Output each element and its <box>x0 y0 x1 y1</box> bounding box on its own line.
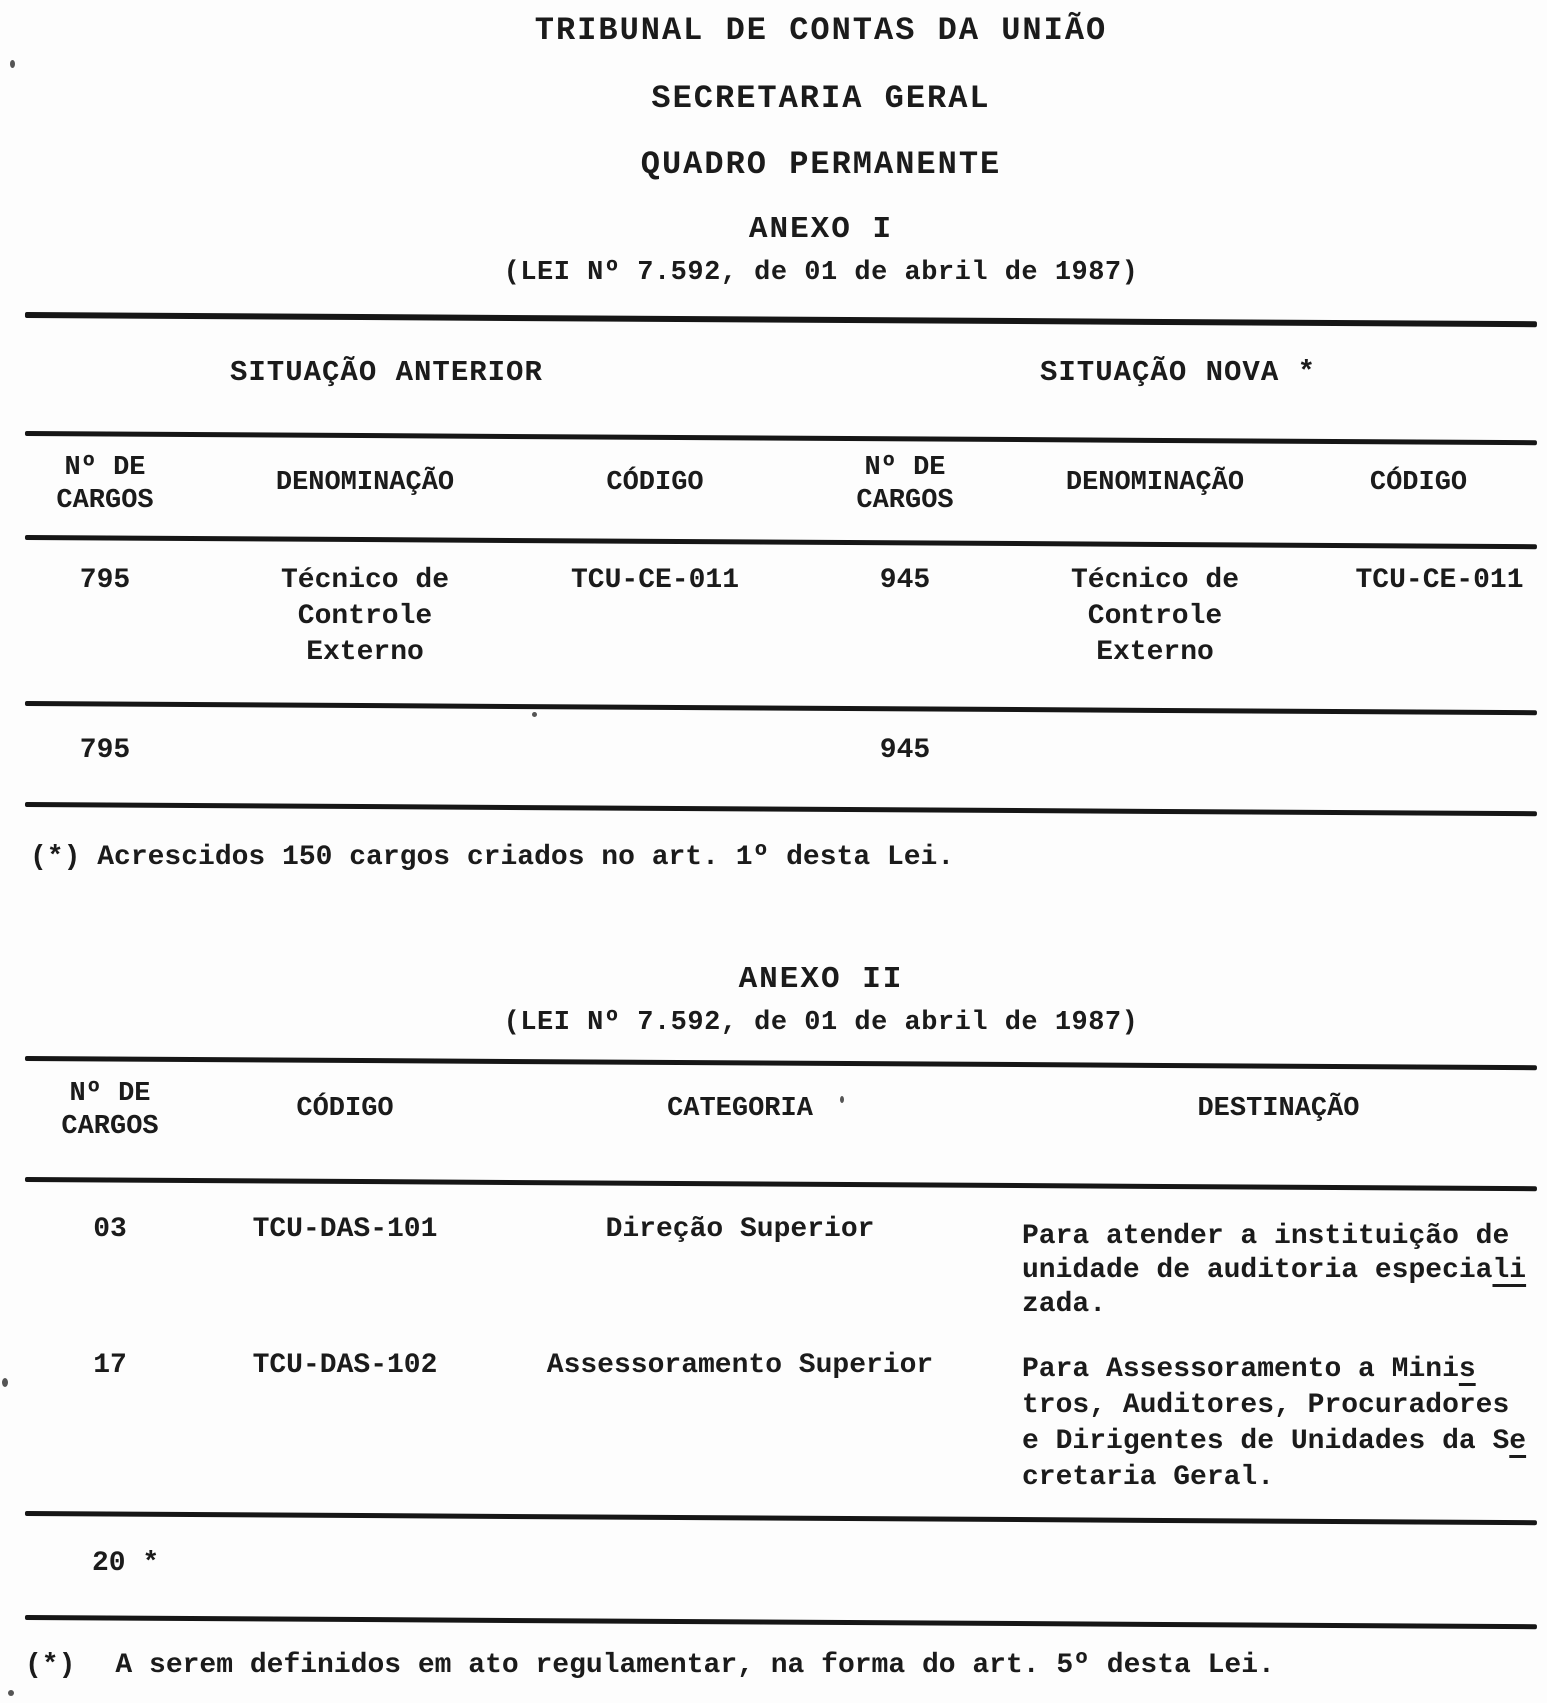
anexo1-footnote: (*) Acrescidos 150 cargos criados no art. 1º desta Lei. <box>30 842 955 873</box>
anexo2-header-row <box>0 1078 1547 1144</box>
col-header-num-cargos-nova: Nº DE CARGOS <box>856 453 954 516</box>
scan-artifact <box>2 1378 8 1387</box>
cell-categoria: Direção Superior <box>605 1214 875 1245</box>
org-title: TRIBUNAL DE CONTAS DA UNIÃO <box>534 12 1108 49</box>
footnote-text: A serem definidos em ato regulamentar, na forma do art. 5º desta Lei. <box>115 1650 1275 1681</box>
section-situacao-nova: SITUAÇÃO NOVA * <box>1040 356 1317 389</box>
cell-cargos: 03 <box>93 1214 127 1245</box>
cell-denominacao-anterior: Técnico de Controle Externo <box>280 565 450 668</box>
board-title: QUADRO PERMANENTE <box>640 146 1002 183</box>
rule-anexo1-bottom <box>25 802 1537 816</box>
anexo1-header-row <box>0 452 1547 518</box>
dept-title: SECRETARIA GERAL <box>651 80 991 117</box>
rule-anexo2-header-top <box>25 1056 1537 1070</box>
col-header-codigo: CÓDIGO <box>296 1094 394 1124</box>
anexo1-data-row <box>0 563 1547 671</box>
section-situacao-anterior: SITUAÇÃO ANTERIOR <box>230 356 543 389</box>
anexo2-row-1 <box>0 1212 1547 1322</box>
cell-denominacao-nova: Técnico de Controle Externo <box>1070 565 1240 668</box>
anexo2-law-line: (LEI Nº 7.592, de 01 de abril de 1987) <box>503 1008 1139 1038</box>
cell-destinacao: Para Assessoramento a Minis tros, Auditores, Procuradores e Dirigentes de Unidades da Se cretaria Geral. <box>1022 1354 1527 1493</box>
cell-codigo-anterior: TCU-CE-011 <box>570 565 740 596</box>
anexo2-row-2 <box>0 1348 1547 1496</box>
cell-codigo: TCU-DAS-102 <box>252 1350 438 1381</box>
rule-top <box>25 312 1537 327</box>
scan-artifact <box>10 60 15 68</box>
anexo1-total-row <box>0 733 1547 769</box>
col-header-categoria: CATEGORIA <box>667 1094 813 1124</box>
anexo2-total: 20 * <box>92 1548 160 1579</box>
cell-destinacao: Para atender a instituição de unidade de auditoria especiali zada. <box>1022 1221 1527 1320</box>
scan-artifact <box>532 712 537 717</box>
rule-anexo2-header-bottom <box>25 1177 1537 1191</box>
col-header-num-cargos: Nº DE CARGOS <box>61 1079 159 1142</box>
rule-anexo1-header-top <box>25 431 1537 445</box>
total-cargos-nova: 945 <box>879 735 931 766</box>
col-header-codigo-anterior: CÓDIGO <box>606 468 704 498</box>
col-header-destinacao: DESTINAÇÃO <box>1197 1094 1360 1124</box>
col-header-num-cargos-anterior: Nº DE CARGOS <box>56 453 154 516</box>
col-header-denominacao-nova: DENOMINAÇÃO <box>1065 468 1245 498</box>
anexo1-title: ANEXO I <box>748 212 894 247</box>
col-header-codigo-nova: CÓDIGO <box>1369 468 1468 498</box>
col-header-denominacao-anterior: DENOMINAÇÃO <box>275 468 455 498</box>
cell-cargos: 17 <box>93 1350 127 1381</box>
scan-artifact <box>8 1690 14 1696</box>
rule-anexo1-total-top <box>25 701 1537 715</box>
cell-cargos-anterior: 795 <box>79 565 131 596</box>
anexo2-title: ANEXO II <box>738 962 904 997</box>
cell-categoria: Assessoramento Superior <box>546 1350 934 1381</box>
footnote-mark: (*) <box>25 1650 76 1681</box>
anexo1-law-line: (LEI Nº 7.592, de 01 de abril de 1987) <box>503 258 1139 288</box>
cell-codigo-nova: TCU-CE-011 <box>1355 565 1524 596</box>
cell-codigo: TCU-DAS-101 <box>252 1214 438 1245</box>
rule-anexo2-total-top <box>25 1511 1537 1525</box>
total-cargos-anterior: 795 <box>79 735 131 766</box>
cell-cargos-nova: 945 <box>879 565 931 596</box>
rule-anexo2-bottom <box>25 1615 1537 1629</box>
scan-artifact <box>840 1096 844 1103</box>
anexo2-footnote <box>25 1650 1275 1681</box>
rule-anexo1-header-bottom <box>25 535 1537 549</box>
